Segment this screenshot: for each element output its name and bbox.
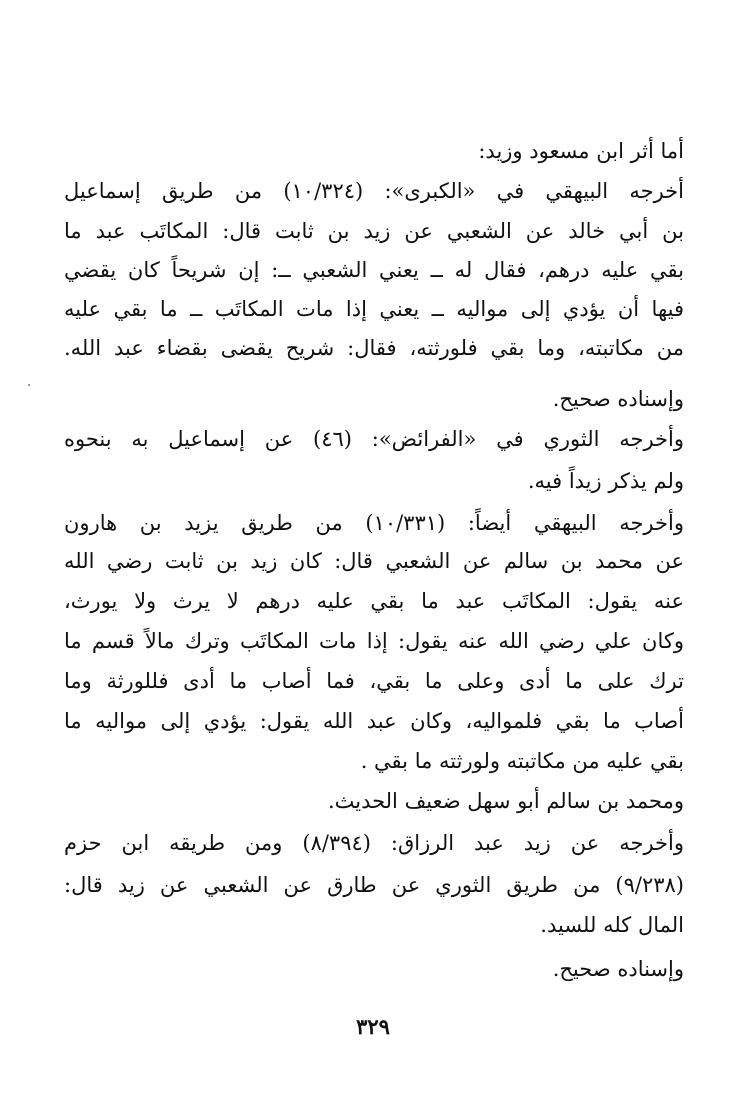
text-line: عن محمد بن سالم عن الشعبي قال: كان زيد بن ثابت رضي الله bbox=[64, 549, 684, 573]
text-line: بن أبي خالد عن الشعبي عن زيد بن ثابت قال: المكاتَب عبد ما bbox=[64, 219, 684, 243]
text-line: أما أثر ابن مسعود وزيد: bbox=[478, 139, 684, 163]
text-line: وإسناده صحيح. bbox=[552, 957, 684, 981]
text-line: فيها أن يؤدي إلى مواليه ــ يعني إذا مات المكاتَب ــ ما بقي عليه bbox=[64, 297, 684, 321]
text-line: وأخرجه البيهقي أيضاً: (١٠/٣٣١) من طريق يزيد بن هارون bbox=[64, 511, 684, 535]
margin-mark bbox=[28, 384, 30, 386]
text-line: من مكاتبته، وما بقي فلورثته، فقال: شريح يقضى بقضاء عبد الله. bbox=[64, 336, 684, 360]
text-line: أصاب ما بقي فلمواليه، وكان عبد الله يقول: يؤدي إلى مواليه ما bbox=[64, 709, 684, 733]
page-number: ٣٢٩ bbox=[356, 1014, 390, 1039]
text-line: وإسناده صحيح. bbox=[552, 387, 684, 411]
text-line: عنه يقول: المكاتَب عبد ما بقي عليه درهم لا يرث ولا يورث، bbox=[64, 589, 684, 613]
text-line: ولم يذكر زيداً فيه. bbox=[527, 469, 684, 493]
text-line: وكان علي رضي الله عنه يقول: إذا مات المكاتَب وترك مالاً قسم ما bbox=[64, 629, 684, 653]
text-line: بقي عليه من مكاتبته ولورثته ما بقي . bbox=[360, 749, 684, 773]
text-line: أخرجه البيهقي في «الكبرى»: (١٠/٣٢٤) من طريق إسماعيل bbox=[64, 179, 684, 203]
text-line: ومحمد بن سالم أبو سهل ضعيف الحديث. bbox=[327, 789, 684, 813]
text-line: المال كله للسيد. bbox=[540, 913, 684, 937]
text-line: بقي عليه درهم، فقال له ــ يعني الشعبي ــ: إن شريحاً كان يقضي bbox=[64, 258, 684, 282]
text-line: وأخرجه عن زيد عبد الرزاق: (٨/٣٩٤) ومن طريقه ابن حزم bbox=[64, 831, 684, 855]
text-line: ترك على ما أدى وعلى ما بقي، فما أصاب ما أدى فللورثة وما bbox=[64, 669, 684, 693]
text-line: وأخرجه الثوري في «الفرائض»: (٤٦) عن إسماعيل به بنحوه bbox=[64, 427, 684, 451]
text-line: (٩/٢٣٨) من طريق الثوري عن طارق عن الشعبي عن زيد قال: bbox=[64, 873, 684, 897]
